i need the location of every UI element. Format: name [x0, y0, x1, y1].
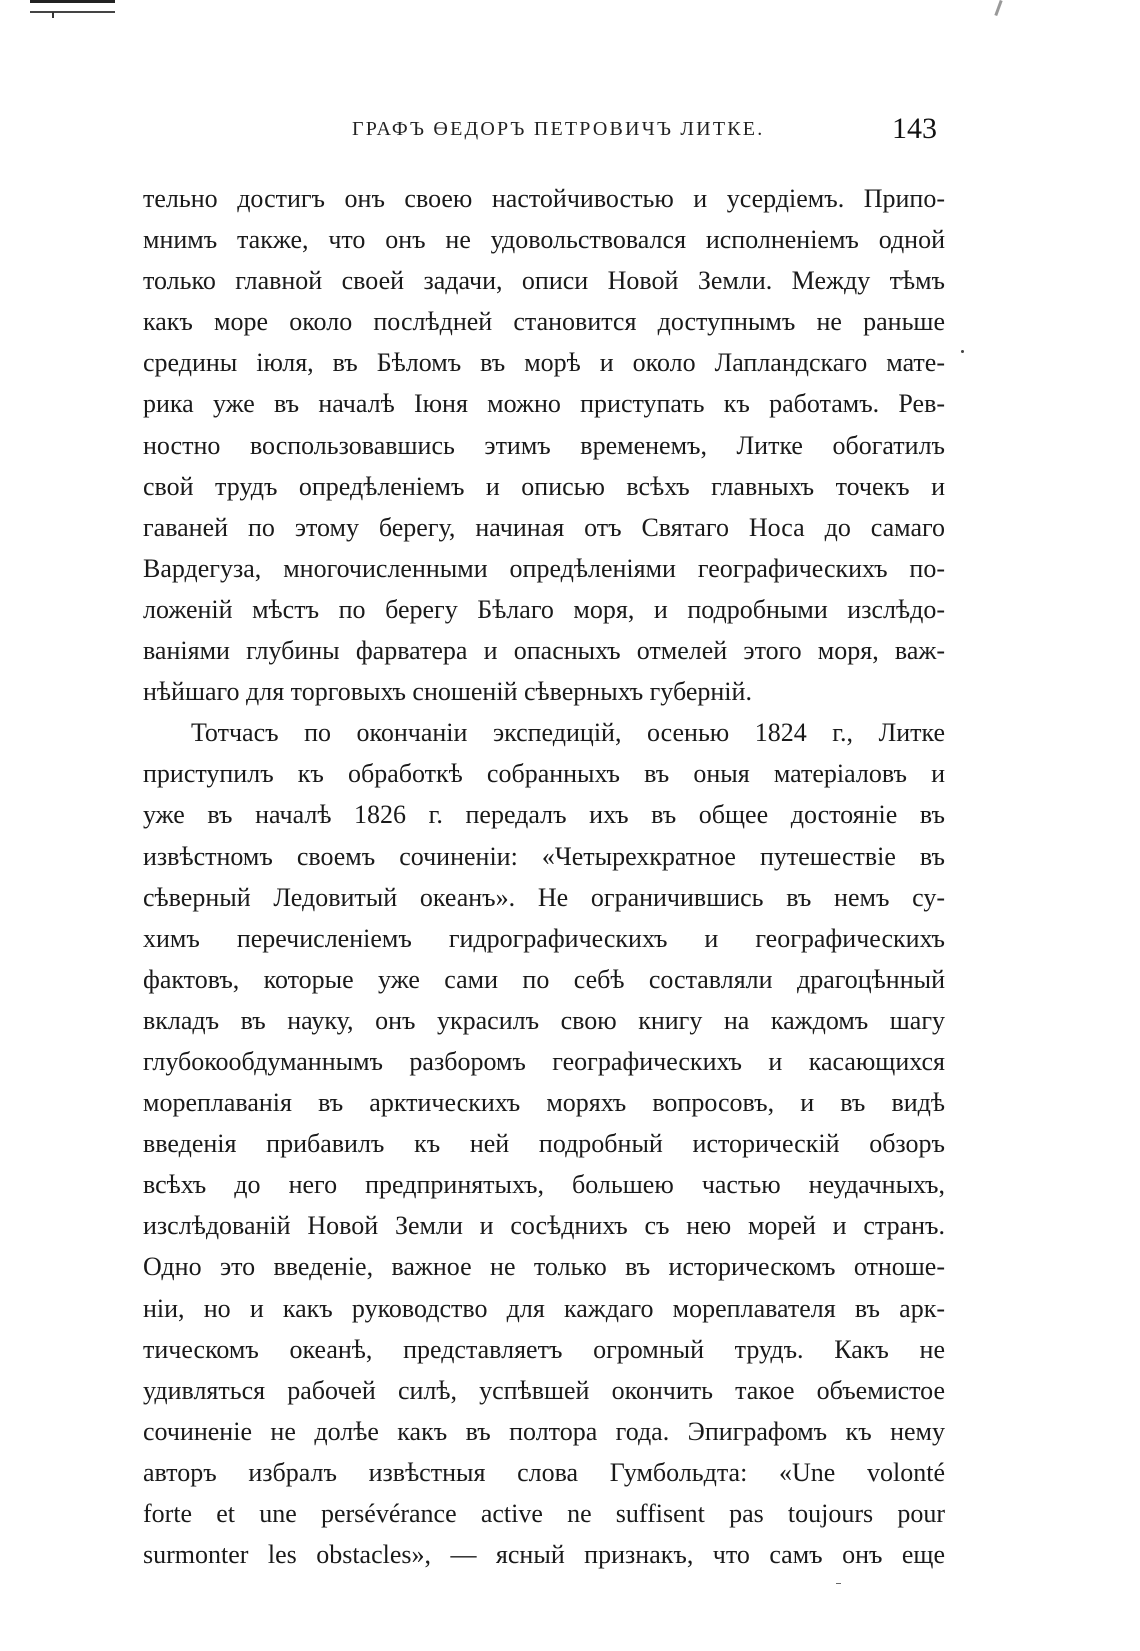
- text-line: мореплаванія въ арктическихъ моряхъ вопросовъ, и въ видѣ: [143, 1088, 945, 1118]
- text-line: свой трудъ опредѣленіемъ и описью всѣхъ главныхъ точекъ и: [143, 471, 945, 501]
- text-line: приступилъ къ обработкѣ собранныхъ въ оныя матеріаловъ и: [143, 759, 945, 789]
- scan-edge-mark: [30, 0, 115, 13]
- text-line: мнимъ также, что онъ не удовольствовался исполненіемъ одной: [143, 225, 945, 255]
- text-line: фактовъ, которые уже сами по себѣ составляли драгоцѣнный: [143, 964, 945, 994]
- text-line: изслѣдованій Новой Земли и сосѣднихъ съ нею морей и странъ.: [143, 1211, 945, 1241]
- text-line: тическомъ океанѣ, представляетъ огромный трудъ. Какъ не: [143, 1334, 945, 1364]
- text-line: извѣстномъ своемъ сочиненіи: «Четырехкратное путешествіе въ: [143, 841, 945, 871]
- text-body: [143, 178, 945, 1575]
- text-line: рика уже въ началѣ Іюня можно приступать къ работамъ. Рев-: [143, 389, 945, 419]
- text-line: forte et une persévérance active ne suffisent pas toujours pour: [143, 1499, 945, 1528]
- text-line: введенія прибавилъ къ ней подробный историческій обзоръ: [143, 1129, 945, 1159]
- text-line: только главной своей задачи, описи Новой Земли. Между тѣмъ: [143, 266, 945, 296]
- text-line: surmonter les obstacles», — ясный признакъ, что самъ онъ еще: [143, 1540, 945, 1570]
- text-line: какъ море около послѣдней становится доступнымъ не раньше: [143, 307, 945, 337]
- scan-speck-margin: [961, 350, 964, 353]
- text-line: сочиненіе не долѣе какъ въ полтора года. Эпиграфомъ къ нему: [143, 1416, 945, 1446]
- text-line: ніи, но и какъ руководство для каждаго мореплавателя въ арк-: [143, 1293, 945, 1323]
- text-line: вкладъ въ науку, онъ украсилъ свою книгу на каждомъ шагу: [143, 1005, 945, 1035]
- text-line: Тотчасъ по окончаніи экспедицій, осенью 1824 г., Литке: [191, 718, 945, 748]
- scan-speck: [52, 12, 54, 18]
- text-line: уже въ началѣ 1826 г. передалъ ихъ въ общее достояніе въ: [143, 800, 945, 830]
- text-line: средины іюля, въ Бѣломъ въ морѣ и около Лапландскаго мате-: [143, 348, 945, 378]
- text-line: тельно достигъ онъ своею настойчивостью и усердіемъ. Припо-: [143, 184, 945, 213]
- scan-edge-mark-right: [994, 0, 1002, 16]
- text-line: ложеній мѣстъ по берегу Бѣлаго моря, и подробными изслѣдо-: [143, 594, 945, 624]
- text-line: авторъ избралъ извѣстныя слова Гумбольдта: «Une volonté: [143, 1457, 945, 1487]
- text-line: всѣхъ до него предпринятыхъ, большею частью неудачныхъ,: [143, 1170, 945, 1200]
- text-line: Одно это введеніе, важное не только въ историческомъ отноше-: [143, 1252, 945, 1282]
- text-line: Вардегуза, многочисленными опредѣленіями географическихъ по-: [143, 553, 945, 583]
- text-line: ваніями глубины фарватера и опасныхъ отмелей этого моря, важ-: [143, 636, 945, 666]
- running-head: ГРАФЪ ӨЕДОРЪ ПЕТРОВИЧЪ ЛИТКЕ.: [352, 118, 765, 140]
- text-line: химъ перечисленіемъ гидрографическихъ и географическихъ: [143, 923, 945, 953]
- text-line: ностно воспользовавшись этимъ временемъ, Литке обогатилъ: [143, 430, 945, 460]
- text-line: гаваней по этому берегу, начиная отъ Святаго Носа до самаго: [143, 512, 945, 542]
- text-line: сѣверный Ледовитый океанъ». Не ограничившись въ немъ су-: [143, 882, 945, 912]
- text-line: глубокообдуманнымъ разборомъ географическихъ и касающихся: [143, 1046, 945, 1076]
- text-line: нѣйшаго для торговыхъ сношеній сѣверныхъ губерній.: [143, 677, 752, 707]
- text-line: удивляться рабочей силѣ, успѣвшей окончить такое объемистое: [143, 1375, 945, 1405]
- scan-speck-bottom: [836, 1583, 841, 1584]
- page-number: 143: [892, 112, 937, 145]
